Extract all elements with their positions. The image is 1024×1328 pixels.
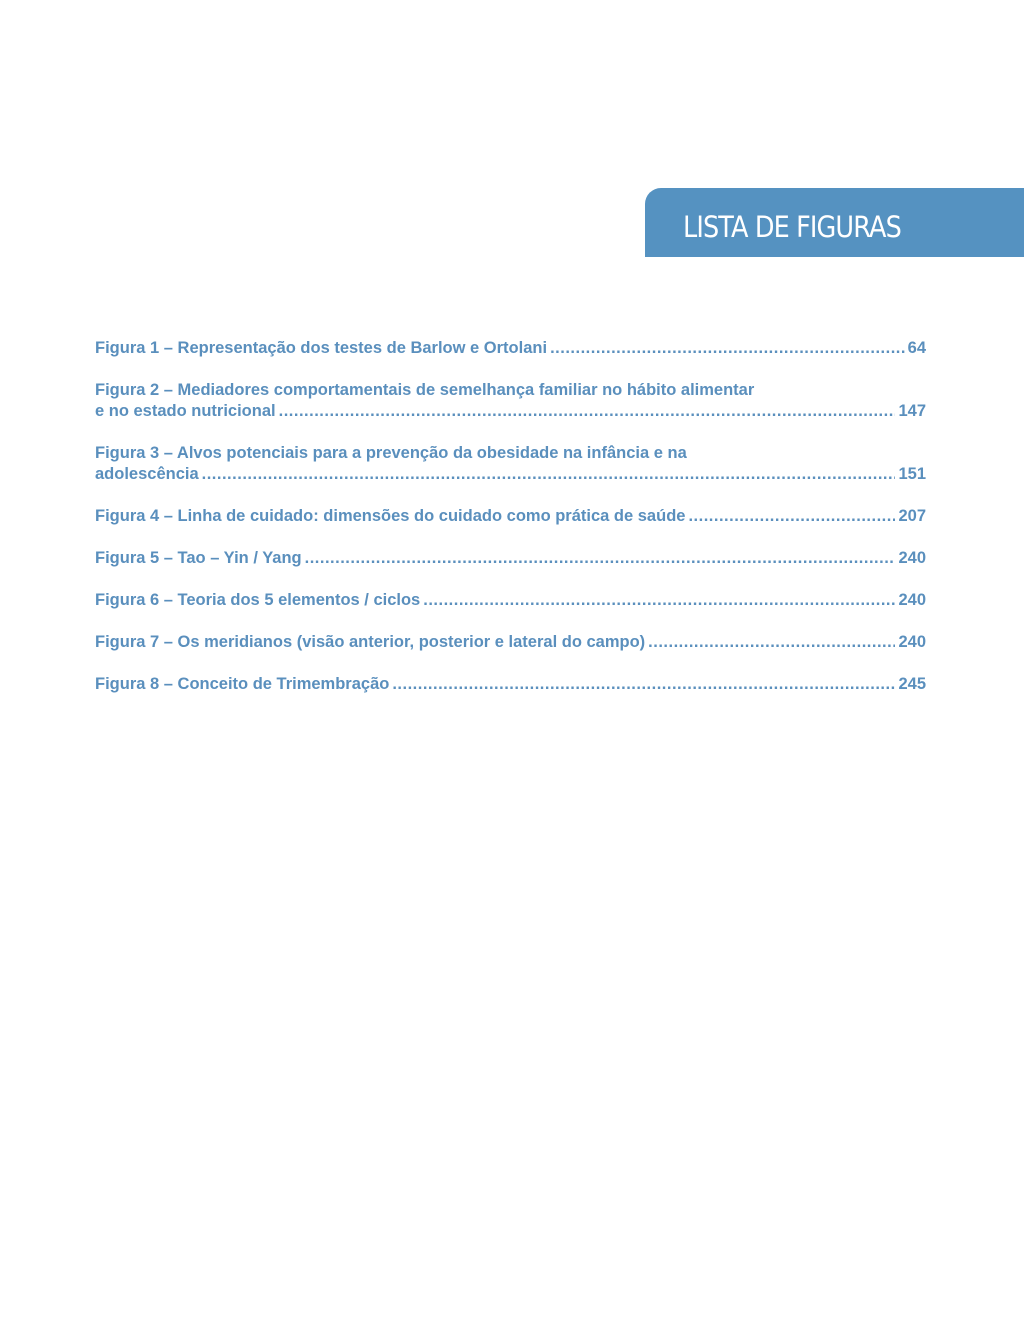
dot-leader bbox=[279, 401, 896, 422]
toc-entry-row bbox=[95, 401, 926, 422]
toc-entry-title-line2: adolescência bbox=[95, 465, 199, 483]
toc-entry-figura-7[interactable] bbox=[95, 632, 926, 653]
toc-entry-title: Figura 6 – Teoria dos 5 elementos / ciclos bbox=[95, 591, 421, 609]
toc-entry-row bbox=[95, 548, 926, 569]
toc-entry-figura-1[interactable] bbox=[95, 338, 926, 359]
dot-leader bbox=[305, 548, 896, 569]
toc-entry-title-line1: Figura 3 – Alvos potenciais para a prevenção da obesidade na infância e na bbox=[95, 444, 687, 462]
toc-entry-page: 245 bbox=[898, 675, 926, 693]
toc-entry-page: 64 bbox=[907, 339, 926, 357]
dot-leader bbox=[550, 338, 905, 359]
toc-entry-figura-5[interactable] bbox=[95, 548, 926, 569]
toc-entry-title: Figura 4 – Linha de cuidado: dimensões do cuidado como prática de saúde bbox=[95, 507, 686, 525]
toc-entry-page: 240 bbox=[898, 591, 926, 609]
dot-leader bbox=[648, 632, 895, 653]
toc-entry-figura-3[interactable] bbox=[95, 443, 926, 485]
toc-entry-row bbox=[95, 338, 926, 359]
toc-entry-page: 240 bbox=[898, 633, 926, 651]
toc-entry-row bbox=[95, 506, 926, 527]
section-header-tab bbox=[645, 188, 1024, 257]
dot-leader bbox=[392, 674, 895, 695]
toc-entry-row bbox=[95, 464, 926, 485]
toc-entry-figura-6[interactable] bbox=[95, 590, 926, 611]
toc-entry-row bbox=[95, 674, 926, 695]
toc-entry-title: Figura 8 – Conceito de Trimembração bbox=[95, 675, 390, 693]
toc-entry-page: 207 bbox=[898, 507, 926, 525]
toc-entry-figura-2[interactable] bbox=[95, 380, 926, 422]
figure-list bbox=[95, 338, 926, 716]
dot-leader bbox=[202, 464, 896, 485]
toc-entry-page: 151 bbox=[898, 465, 926, 483]
toc-entry-title: Figura 1 – Representação dos testes de Barlow e Ortolani bbox=[95, 339, 548, 357]
toc-entry-title: Figura 7 – Os meridianos (visão anterior, posterior e lateral do campo) bbox=[95, 633, 646, 651]
toc-entry-title: Figura 5 – Tao – Yin / Yang bbox=[95, 549, 302, 567]
toc-entry-title-line2: e no estado nutricional bbox=[95, 402, 276, 420]
toc-entry-page: 240 bbox=[898, 549, 926, 567]
toc-entry-row bbox=[95, 632, 926, 653]
dot-leader bbox=[688, 506, 895, 527]
section-title: LISTA DE FIGURAS bbox=[683, 210, 901, 244]
toc-entry-figura-4[interactable] bbox=[95, 506, 926, 527]
toc-entry-title-line1: Figura 2 – Mediadores comportamentais de semelhança familiar no hábito alimentar bbox=[95, 381, 755, 399]
toc-entry-row bbox=[95, 590, 926, 611]
dot-leader bbox=[423, 590, 895, 611]
toc-entry-page: 147 bbox=[898, 402, 926, 420]
toc-entry-figura-8[interactable] bbox=[95, 674, 926, 695]
